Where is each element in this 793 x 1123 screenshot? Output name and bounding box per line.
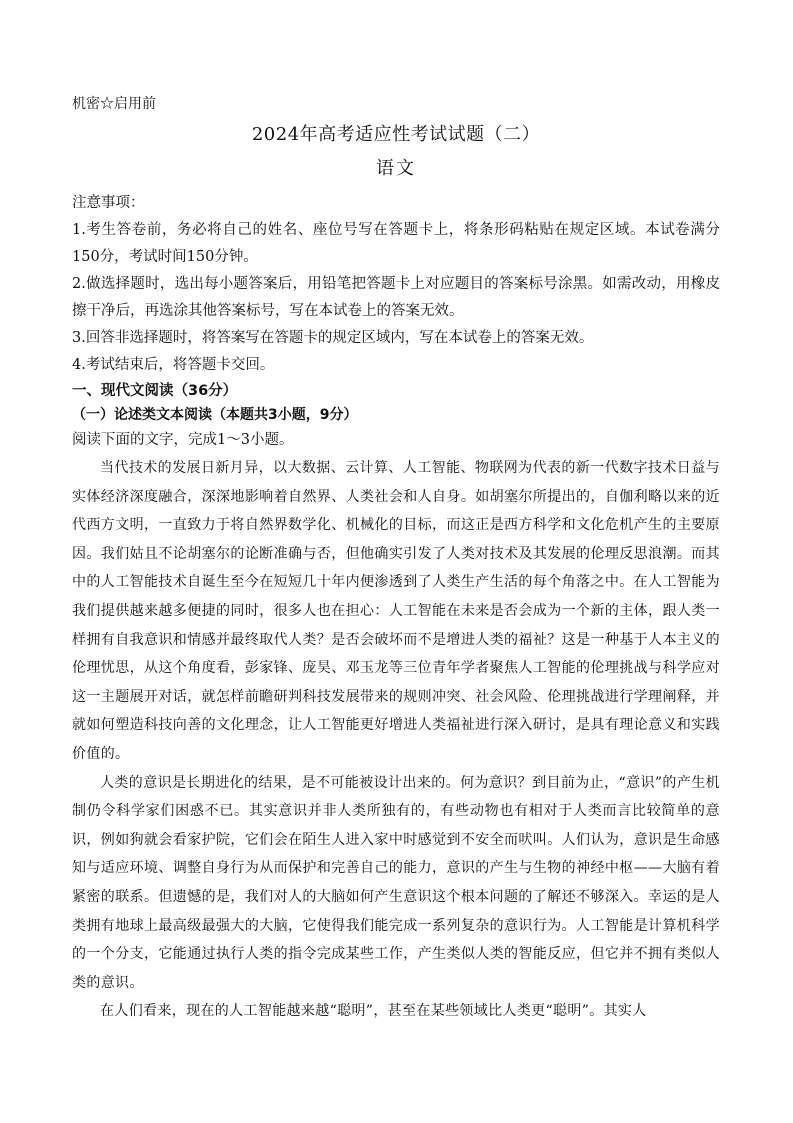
reading-passage <box>72 454 720 1026</box>
exam-page <box>72 90 720 1026</box>
subject-title: 语文 <box>376 158 416 179</box>
reading-instruction: 阅读下面的文字，完成1～3小题。 <box>72 432 294 448</box>
notice-heading: 注意事项： <box>72 195 145 211</box>
subsection-heading: （一）论述类文本阅读（本题共3小题，9分） <box>72 407 358 423</box>
passage-paragraph: 在人们看来，现在的人工智能越来越“聪明”，甚至在某些领域比人类更“聪明”。其实人 <box>100 1003 647 1020</box>
notice-item: 3.回答非选择题时，将答案写在答题卡的规定区域内，写在本试卷上的答案无效。 <box>72 330 594 346</box>
confidentiality-label: 机密☆启用前 <box>72 96 156 112</box>
section-heading: 一、现代文阅读（36分） <box>72 383 238 399</box>
passage-paragraph: 人类的意识是长期进化的结果，是不可能被设计出来的。何为意识？到目前为止，“意识”的产生机制仍令科学家们困惑不已。其实意识并非人类所独有的，有些动物也有相对于人类而言比较简单的意识，例如狗就会看家护院，它们会在陌生人进入家中时感觉到不安全而吠叫。人们认为，意识是生命感知与适应环境、调整自身行为从而保护和完善自己的能力，意识的产生与生物的神经中枢——大脑有着紧密的联系。但遗憾的是，我们对人的大脑如何产生意识这个根本问题的了解还不够深入。幸运的是人类拥有地球上最高级最强大的大脑，它使得我们能完成一系列复杂的意识行为。人工智能是计算机科学的一个分支，它能通过执行人类的指令完成某些工作，产生类似人类的智能反应，但它并不拥有类似人类的意识。 <box>72 774 720 991</box>
exam-title: 2024年高考适应性考试试题（二） <box>251 124 541 145</box>
notice-item: 2.做选择题时，选出每小题答案后，用铅笔把答题卡上对应题目的答案标号涂黑。如需改动，用橡皮擦干净后，再选涂其他答案标号，写在本试卷上的答案无效。 <box>72 276 720 319</box>
notice-block <box>72 190 720 379</box>
notice-item: 1.考生答卷前，务必将自己的姓名、座位号写在答题卡上，将条形码粘贴在规定区域。本试卷满分150分，考试时间150分钟。 <box>72 222 720 265</box>
passage-paragraph: 当代技术的发展日新月异，以大数据、云计算、人工智能、物联网为代表的新一代数字技术日益与实体经济深度融合，深深地影响着自然界、人类社会和人自身。如胡塞尔所提出的，自伽利略以来的近代西方文明，一直致力于将自然界数学化、机械化的目标，而这正是西方科学和文化危机产生的主要原因。我们姑且不论胡塞尔的论断准确与否，但他确实引发了人类对技术及其发展的伦理反思浪潮。而其中的人工智能技术自诞生至今在短短几十年内便渗透到了人类生产生活的每个角落之中。在人工智能为我们提供越来越多便捷的同时，很多人也在担心：人工智能在未来是否会成为一个新的主体，跟人类一样拥有自我意识和情感并最终取代人类？是否会破坏而不是增进人类的福祉？这是一种基于人本主义的伦理忧思，从这个角度看，彭家锋、庞昊、邓玉龙等三位青年学者聚焦人工智能的伦理挑战与科学应对这一主题展开对话，就怎样前瞻研判科技发展带来的规则冲突、社会风险、伦理挑战进行学理阐释，并就如何塑造科技向善的文化理念，让人工智能更好增进人类福祉进行深入研讨，是具有理论意义和实践价值的。 <box>72 460 720 762</box>
notice-item: 4.考试结束后，将答题卡交回。 <box>72 357 275 373</box>
